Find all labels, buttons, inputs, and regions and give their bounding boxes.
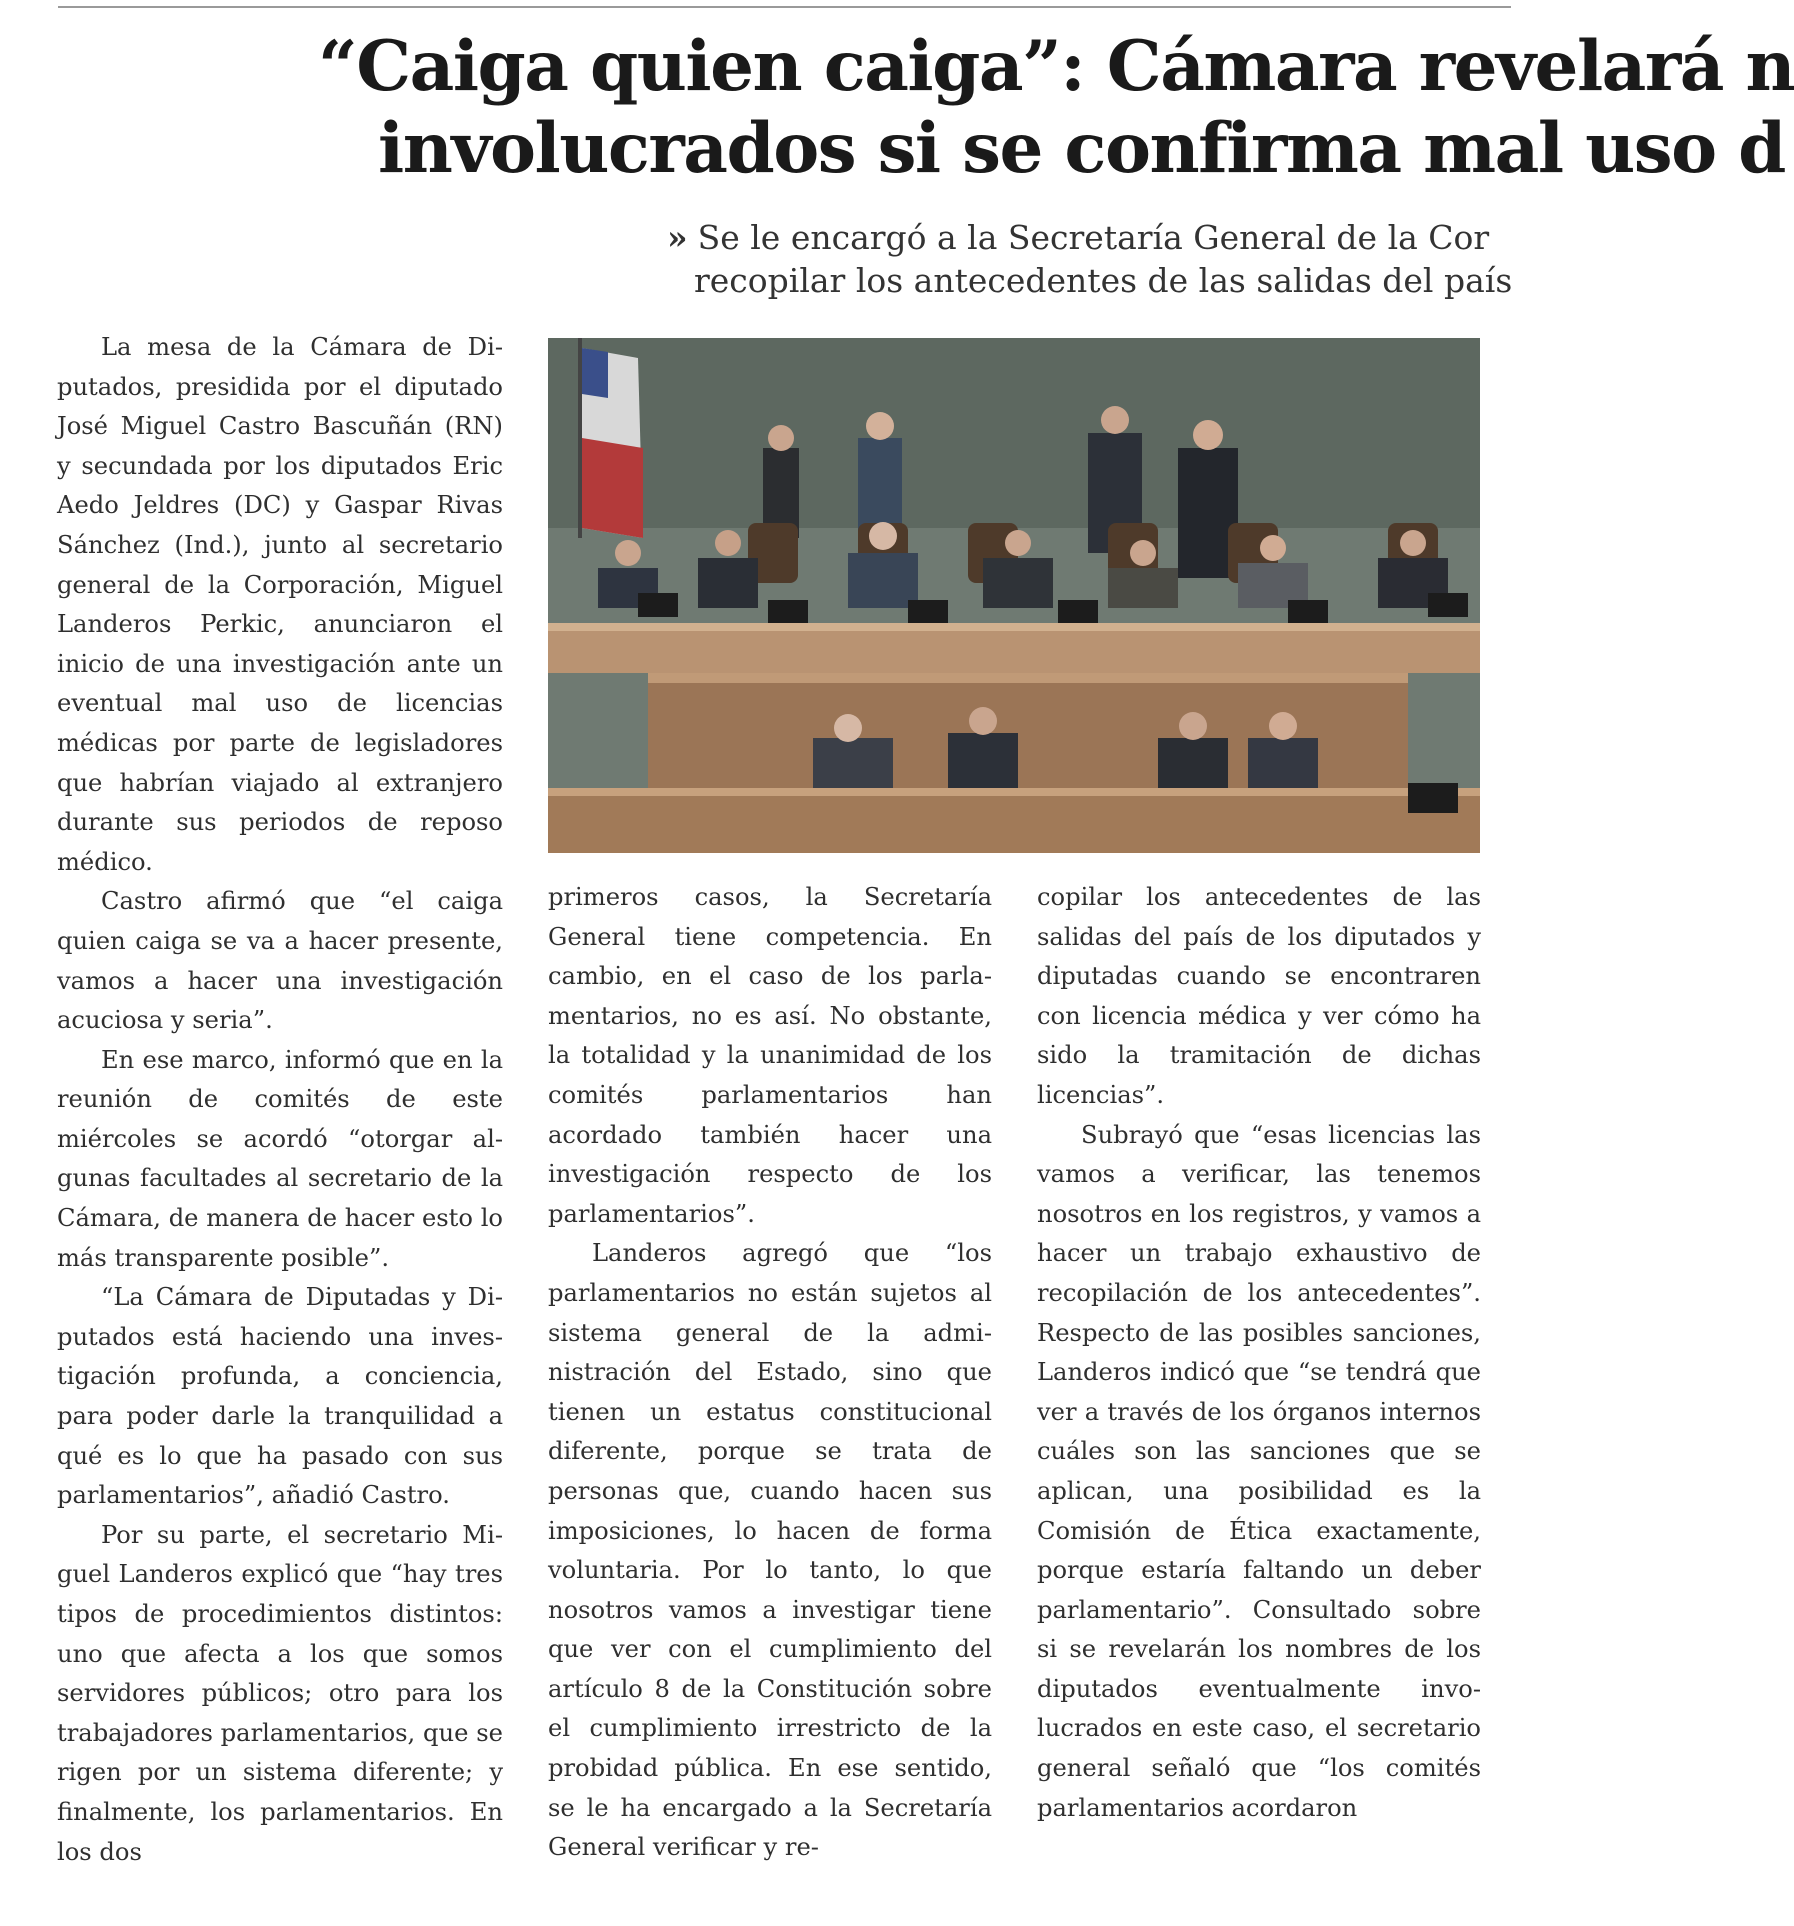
paragraph: La mesa de la Cámara de Diputados, presidida por el diputado José Miguel Castro Bascuñán (RN) y secundada por los diputados Eric Aedo Jeldres (DC) y Gaspar Rivas Sánchez (Ind.), junto al secretario general de la Corporación, Miguel Landeros Perkic, anunciaron el inicio de una investigación ante un eventual mal uso de licencias médicas por parte de legisladores que habrían viajado al extranjero durante sus periodos de reposo médico.	[57, 333, 503, 876]
paragraph: Castro afirmó que “el caiga quien caiga se va a hacer presente, vamos a hacer una investigación acuciosa y seria”.	[57, 887, 503, 1035]
paragraph: copilar los antecedentes de las salidas del país de los diputados y diputadas cuando se encontraren con licencia médica y ver cómo ha sido la tramitación de dichas licencias”.	[1037, 883, 1481, 1109]
subheadline-text-1: Se le encargó a la Secretaría General de la Cor	[697, 218, 1490, 257]
subheadline-line-1	[667, 216, 1489, 259]
paragraph: En ese marco, informó que en la reunión de comités de este miércoles se acordó “otorgar algunas facultades al secretario de la Cámara, de manera de hacer esto lo más transparente posible”.	[57, 1045, 503, 1272]
paragraph: primeros casos, la Secretaría General tiene competencia. En cambio, en el caso de los parlamentarios, no es así. No obstante, la totalidad y la unanimidad de los comités parlamentarios han acordado también hacer una investigación respecto de los parlamentarios”.	[548, 883, 992, 1228]
paragraph: “La Cámara de Diputadas y Diputados está haciendo una investigación profunda, a conciencia, para poder darle la tranquilidad a qué es lo que ha pasado con sus parlamentarios”, añadió Castro.	[57, 1283, 503, 1510]
paragraph: Subrayó que “esas licencias las vamos a verificar, las tenemos nosotros en los registros, y vamos a hacer un trabajo exhaustivo de recopilación de los antecedentes”. Respecto de las posibles sanciones, Landeros indicó que “se tendrá que ver a través de los órganos internos cuáles son las sanciones que se aplican, una posibilidad es la Comisión de Ética exactamente, porque estaría faltando un deber parlamentario”. Consultado sobre si se revelarán los nombres de los diputados eventualmente involucrados en este caso, el secretario general señaló que “los comités parlamentarios acordaron	[1037, 1120, 1481, 1822]
top-rule	[58, 6, 1511, 8]
chamber-photo	[548, 338, 1480, 853]
article-column-1	[57, 328, 503, 1872]
headline-line-1: “Caiga quien caiga”: Cámara revelará n	[318, 26, 1794, 107]
paragraph: Por su parte, el secretario Miguel Landeros explicó que “hay tres tipos de procedimientos distintos: uno que afecta a los que somos servidores públicos; otro para los trabajadores parlamentarios, que se rigen por un sistema diferente; y finalmente, los parlamentarios. En los dos	[57, 1520, 503, 1866]
article-column-2	[548, 878, 992, 1868]
paragraph: Landeros agregó que “los parlamentarios no están sujetos al sistema general de la administración del Estado, sino que tienen un estatus constitucional diferente, porque se trata de personas que, cuando hacen sus imposiciones, lo hacen de forma voluntaria. Por lo tanto, lo que nosotros vamos a investigar tiene que ver con el cumplimiento del artículo 8 de la Constitución sobre el cumplimiento irrestricto de la probidad pública. En ese sentido, se le ha encargado a la Secretaría General verificar y re-	[548, 1239, 992, 1862]
double-chevron-icon: »	[667, 218, 688, 257]
subheadline-line-2: recopilar los antecedentes de las salidas del país	[694, 261, 1513, 300]
headline-line-2: involucrados si se confirma mal uso d	[378, 108, 1785, 189]
article-column-3	[1037, 878, 1481, 1828]
